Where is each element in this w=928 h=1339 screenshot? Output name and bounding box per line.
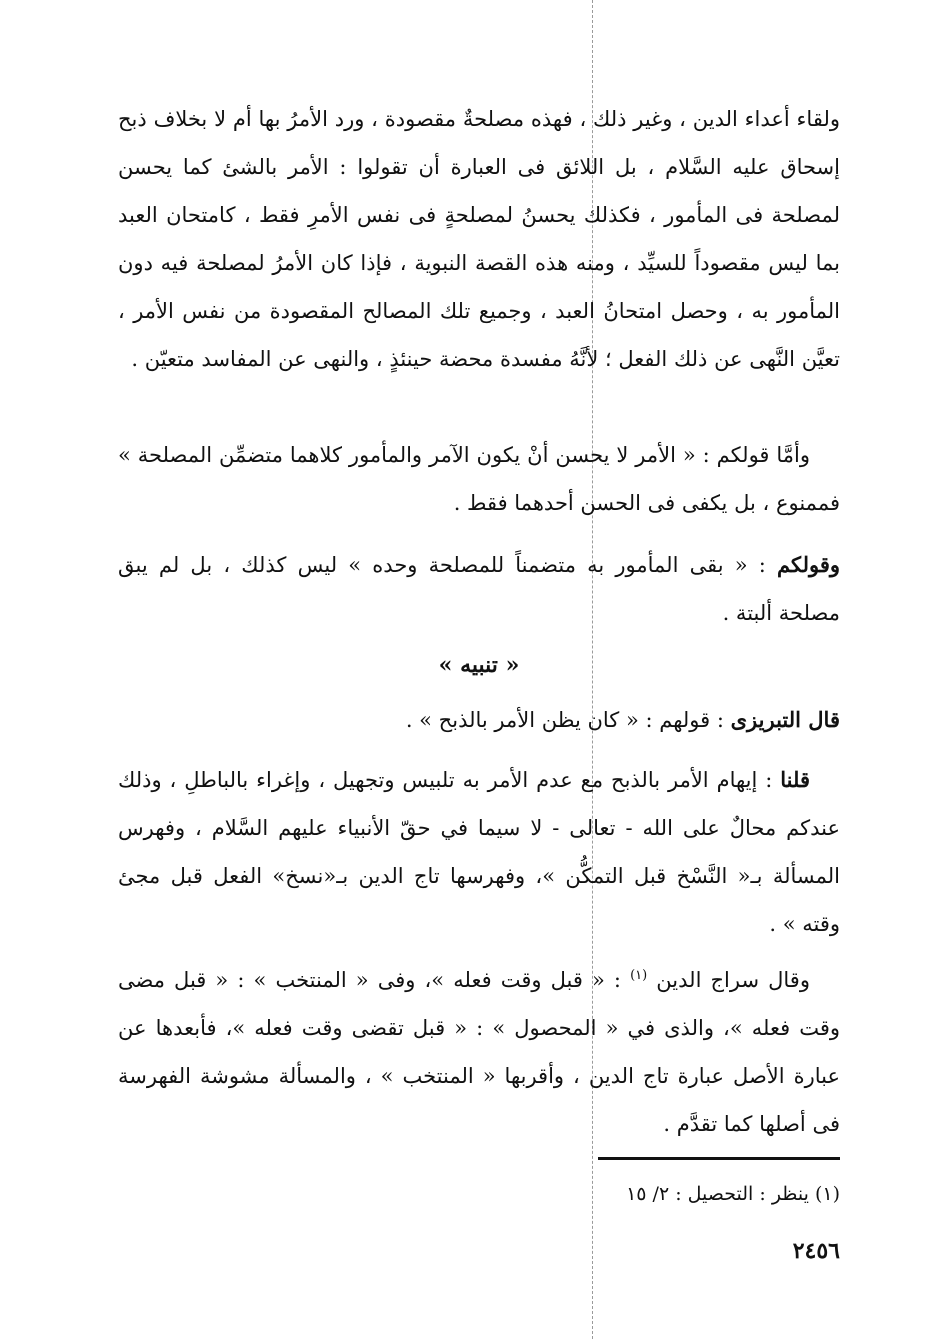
page-number: ٢٤٥٦ [792,1238,840,1264]
text-block-6 [118,952,840,1148]
footnote: (١) ينظر : التحصيل : ٢/ ١٥ [626,1183,840,1205]
paragraph-3-text: : « بقى المأمور به متضمناً للمصلحة وحده » ليس كذلك ، بل لم يبق مصلحة ألبتة . [118,553,840,625]
paragraph-4-text: : قولهم : « كان يظن الأمر بالذبح » . [405,708,731,732]
text-block-5 [118,756,840,948]
paragraph-4-lead: قال التبريزى [730,707,840,732]
footnote-reference: (١) [630,968,648,983]
paragraph-6 [118,952,840,1148]
section-heading: « تنبيه » [438,652,520,678]
paragraph-1: ولقاء أعداء الدين ، وغير ذلك ، فهذه مصلحةٌ مقصودة ، ورد الأمرُ بها أم لا بخلاف ذبح إسحاق عليه السَّلام ، بل اللائق فى العبارة أن تقولوا : الأمر بالشئ كما يحسن لمصلحة فى المأمور ، فكذلك يحسنُ لمصلحةٍ فى نفس الأمرِ فقط ، كامتحان العبد بما ليس مقصوداً للسيِّد ، ومنه هذه القصة النبوية ، فإذا كان الأمرُ لمصلحة فيه دون المأمور به ، وحصل امتحانُ العبد ، وجميع تلك المصالح المقصودة من نفس الأمر ، تعيَّن النَّهى عن ذلك الفعل ؛ لأنَّهُ مفسدة محضة حينئذٍ ، والنهى عن المفاسد متعيّن . [118,107,840,371]
footnote-divider [598,1157,840,1160]
paragraph-2: وأمَّا قولكم : « الأمر لا يحسن أنْ يكون الآمر والمأمور كلاهما متضمِّن المصلحة » فممنوع ، بل يكفى فى الحسن أحدهما فقط . [118,443,840,515]
paragraph-6-intro: وقال سراج الدين [647,968,810,992]
paragraph-4 [118,696,840,744]
text-block-2 [118,431,840,527]
paragraph-5 [118,756,840,948]
paragraph-5-lead: قلنا [780,767,810,792]
text-block-3 [118,541,840,637]
main-text-block [118,95,840,383]
paragraph-6-text: : « قبل وقت فعله »، وفى « المنتخب » : « قبل مضى وقت فعله »، والذى في « المحصول » : « قبل تقضى وقت فعله »، فأبعدها عن عبارة الأصل عبارة تاج الدين ، وأقربها « المنتخب » ، والمسألة مشوشة الفهرسة فى أصلها كما تقدَّم . [118,968,840,1136]
paragraph-5-text: : إيهام الأمر بالذبح مع عدم الأمر به تلبيس وتجهيل ، وإغراء بالباطلِ ، وذلك عندكم محالٌ على الله - تعالى - لا سيما في حقّ الأنبياء عليهم السَّلام ، وفهرس المسألة بـ« النَّسْخ قبل التمكُّن »، وفهرسها تاج الدين بـ«نسخ» الفعل قبل مجئ وقته » . [118,768,840,936]
paragraph-3-lead: وقولكم [777,552,840,577]
paragraph-3 [118,541,840,637]
text-block-4 [118,696,840,744]
